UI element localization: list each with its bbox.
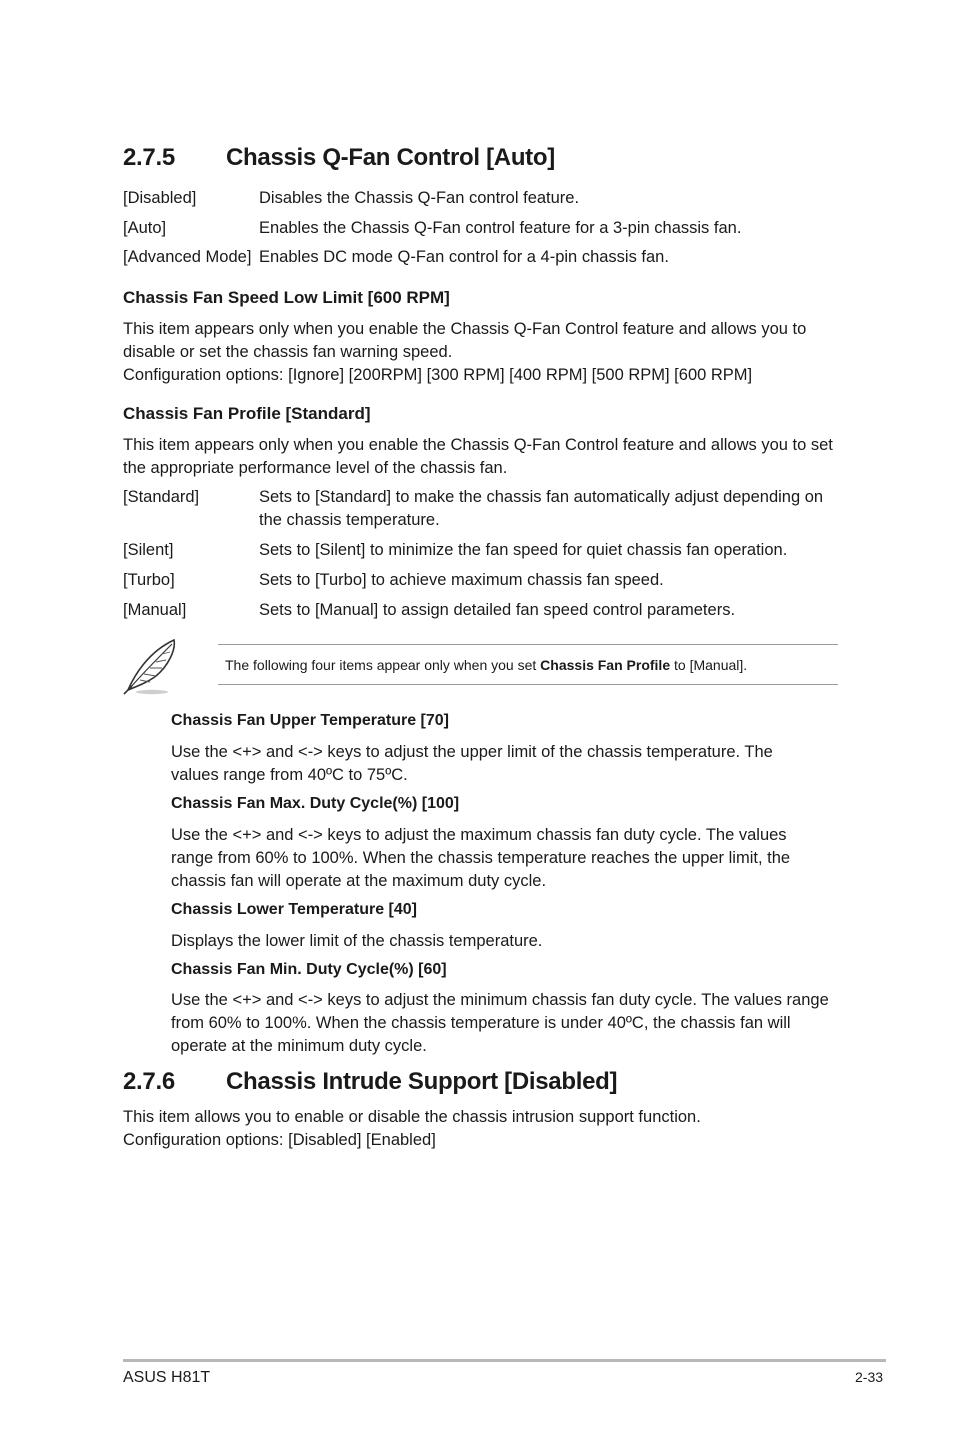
fan-profile-body: This item appears only when you enable the Chassis Q-Fan Control feature and allows you to set the appropriate performance level of the chassis fan. xyxy=(123,436,833,477)
chassis-intrude-config: Configuration options: [Disabled] [Enabled] xyxy=(123,1131,436,1149)
section-number: 2.7.5 xyxy=(123,144,175,171)
note-text-bold: Chassis Fan Profile xyxy=(540,657,671,673)
option-label-turbo: [Turbo] xyxy=(123,571,175,589)
subheading-lower-temperature: Chassis Lower Temperature [40] xyxy=(171,901,418,918)
option-label-manual: [Manual] xyxy=(123,601,187,619)
option-label-silent: [Silent] xyxy=(123,541,174,559)
section-title: Chassis Q-Fan Control [Auto] xyxy=(226,144,555,171)
option-desc-silent: Sets to [Silent] to minimize the fan speed for quiet chassis fan operation. xyxy=(259,541,788,559)
note-bottom-rule xyxy=(218,684,838,685)
option-desc-turbo: Sets to [Turbo] to achieve maximum chassis fan speed. xyxy=(259,571,664,589)
footer-page-number: 2-33 xyxy=(855,1369,884,1385)
note-text-after: to [Manual]. xyxy=(670,657,748,673)
subheading-speed-low-limit: Chassis Fan Speed Low Limit [600 RPM] xyxy=(123,288,450,307)
min-duty-cycle-body: Use the <+> and <-> keys to adjust the minimum chassis fan duty cycle. The values range from 60% to 100%. When the chassis temperature is under 40ºC, the chassis fan will operate at the minimum duty cycle. xyxy=(171,991,829,1055)
chassis-intrude-description: This item allows you to enable or disable the chassis intrusion support function. xyxy=(123,1108,701,1126)
option-label-standard: [Standard] xyxy=(123,488,200,506)
option-desc-disabled: Disables the Chassis Q-Fan control feature. xyxy=(259,189,580,207)
subheading-min-duty-cycle: Chassis Fan Min. Duty Cycle(%) [60] xyxy=(171,961,447,978)
option-label-advanced-mode: [Advanced Mode] xyxy=(123,248,252,266)
option-desc-standard: Sets to [Standard] to make the chassis fan automatically adjust depending on the chassis temperature. xyxy=(259,488,824,529)
speed-low-limit-body xyxy=(123,318,835,387)
pen-icon xyxy=(120,636,182,696)
speed-low-limit-config: Configuration options: [Ignore] [200RPM] [300 RPM] [400 RPM] [500 RPM] [600 RPM] xyxy=(123,366,753,384)
section-number: 2.7.6 xyxy=(123,1068,175,1095)
note-text-before: The following four items appear only when you set xyxy=(225,657,541,673)
lower-temperature-body: Displays the lower limit of the chassis temperature. xyxy=(171,932,543,950)
footer-product-name: ASUS H81T xyxy=(123,1369,211,1386)
option-desc-auto: Enables the Chassis Q-Fan control feature for a 3-pin chassis fan. xyxy=(259,219,742,237)
subheading-fan-profile: Chassis Fan Profile [Standard] xyxy=(123,404,371,423)
speed-low-limit-description: This item appears only when you enable the Chassis Q-Fan Control feature and allows you to disable or set the chassis fan warning speed. xyxy=(123,320,807,361)
subheading-max-duty-cycle: Chassis Fan Max. Duty Cycle(%) [100] xyxy=(171,795,460,812)
upper-temperature-body: Use the <+> and <-> keys to adjust the upper limit of the chassis temperature. The values range from 40ºC to 75ºC. xyxy=(171,743,773,784)
subheading-upper-temperature: Chassis Fan Upper Temperature [70] xyxy=(171,712,450,729)
note-top-rule xyxy=(218,644,838,645)
chassis-intrude-body xyxy=(123,1106,835,1152)
section-heading-2-7-5 xyxy=(123,144,823,174)
option-desc-manual: Sets to [Manual] to assign detailed fan speed control parameters. xyxy=(259,601,736,619)
section-heading-2-7-6 xyxy=(123,1068,823,1098)
footer-rule xyxy=(123,1359,886,1362)
option-label-auto: [Auto] xyxy=(123,219,167,237)
max-duty-cycle-body: Use the <+> and <-> keys to adjust the maximum chassis fan duty cycle. The values range from 60% to 100%. When the chassis temperature reaches the upper limit, the chassis fan will operate at the maximum duty cycle. xyxy=(171,826,791,890)
option-label-disabled: [Disabled] xyxy=(123,189,197,207)
section-title: Chassis Intrude Support [Disabled] xyxy=(226,1068,618,1095)
note-text xyxy=(225,657,747,673)
option-desc-advanced-mode: Enables DC mode Q-Fan control for a 4-pin chassis fan. xyxy=(259,248,669,266)
